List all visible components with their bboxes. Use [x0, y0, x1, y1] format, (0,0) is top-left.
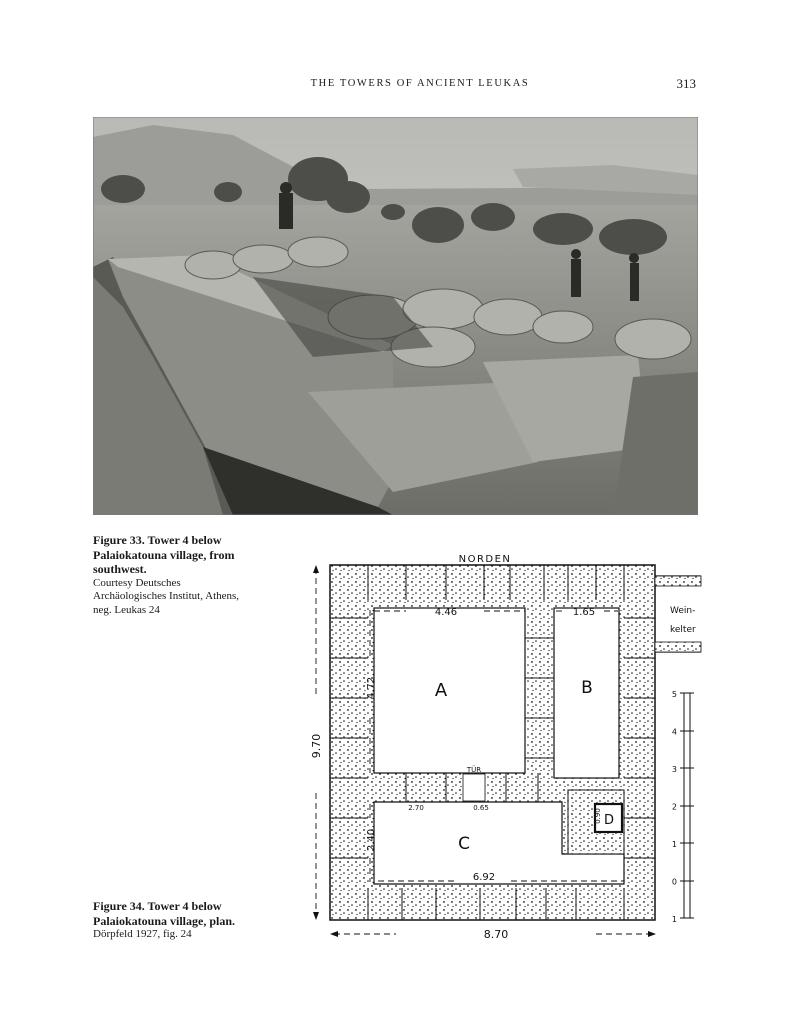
page-number: 313	[676, 76, 696, 91]
scale-label: 3	[671, 765, 677, 774]
running-head: THE TOWERS OF ANCIENT LEUKAS	[310, 78, 530, 89]
scale-label: 4	[671, 727, 677, 737]
dim-height-c: 2.40	[366, 828, 377, 852]
dim-total-height: 9.70	[310, 733, 323, 759]
tower-plan	[306, 548, 706, 948]
dim-width-a: 4.46	[434, 607, 458, 618]
room-c-label: C	[458, 834, 470, 854]
scale-label: 2	[671, 802, 677, 812]
dim-width-b: 1.65	[572, 607, 596, 618]
scale-label: 1	[671, 915, 677, 924]
dim-d: 0.90	[594, 808, 602, 824]
figure-33-title: Figure 33. Tower 4 below Palaiokatouna village, from southwest.	[93, 533, 235, 576]
figure-33-credit: Courtesy Deutsches Archäologisches Institut, Athens, neg. Leukas 24	[93, 576, 240, 616]
dim-width-c: 6.92	[472, 872, 496, 883]
scale-label: 1	[671, 840, 677, 849]
dim-door-width: 0.65	[473, 804, 489, 812]
annex-label-line2: kelter	[670, 625, 696, 635]
north-label: NORDEN	[458, 554, 512, 565]
dim-total-width: 8.70	[483, 928, 509, 941]
annex-label-line1: Wein-	[670, 606, 696, 616]
room-a-label: A	[434, 680, 448, 701]
room-d-label: D	[603, 813, 615, 828]
dim-door-left: 2.70	[408, 804, 424, 812]
scale-labels	[672, 690, 677, 924]
scale-label: 0	[671, 877, 677, 887]
tower-photograph	[93, 117, 698, 515]
figure-34-caption	[93, 899, 243, 942]
door-label: TÜR	[466, 766, 482, 774]
figure-34-title: Figure 34. Tower 4 below Palaiokatouna village, plan.	[93, 899, 236, 928]
figure-33-caption	[93, 533, 243, 617]
room-b-label: B	[581, 678, 593, 698]
figure-34-credit: Dörpfeld 1927, fig. 24	[93, 928, 192, 940]
scale-label: 5	[671, 690, 677, 699]
dim-height-a: 4.72	[366, 676, 377, 700]
